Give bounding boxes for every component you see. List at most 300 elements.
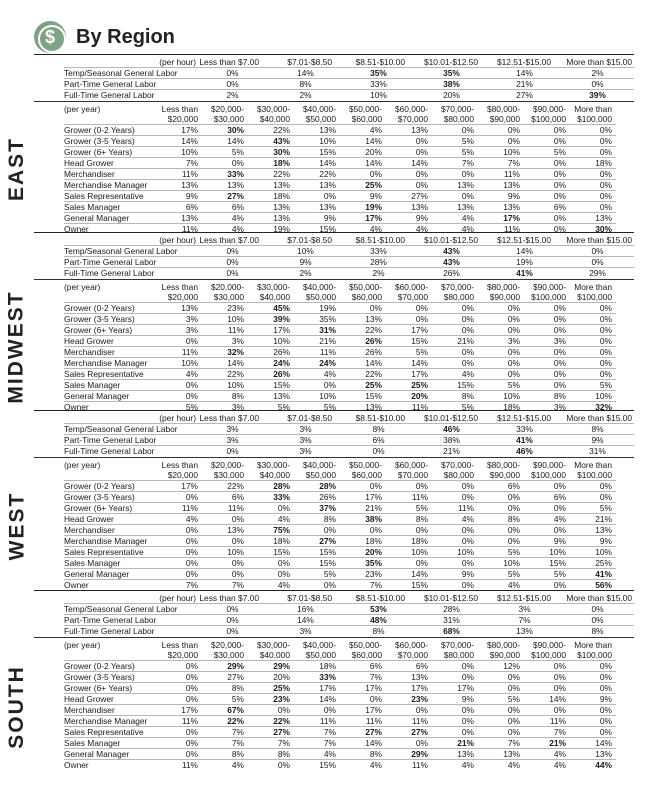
column-header: $7.01-$8.50 [287, 413, 332, 423]
value-cell: 15% [457, 380, 474, 390]
value-cell: 22% [227, 369, 244, 379]
value-cell: 3% [226, 424, 239, 434]
row-label: Head Grower [64, 514, 114, 524]
value-cell: 4% [461, 213, 474, 223]
column-header: More than $100,000 [574, 640, 612, 660]
value-cell: 5% [599, 380, 612, 390]
region-west [5, 410, 644, 590]
unit-label: (per hour) [159, 413, 196, 423]
value-cell: 11% [181, 760, 198, 770]
value-cell: 0% [461, 525, 474, 535]
table-row [64, 435, 634, 446]
table-row [64, 90, 634, 101]
value-cell: 4% [553, 514, 566, 524]
value-cell: 0% [599, 136, 612, 146]
value-cell: 0% [553, 481, 566, 491]
value-cell: 2% [299, 268, 312, 278]
value-cell: 0% [461, 536, 474, 546]
value-cell: 4% [369, 760, 382, 770]
value-cell: 0% [323, 380, 336, 390]
value-cell: 0% [599, 481, 612, 491]
value-cell: 23% [365, 569, 382, 579]
value-cell: 21% [516, 79, 533, 89]
value-cell: 2% [372, 268, 385, 278]
value-cell: 0% [185, 694, 198, 704]
value-cell: 9% [507, 191, 520, 201]
value-cell: 7% [507, 738, 520, 748]
value-cell: 4% [323, 749, 336, 759]
value-cell: 11% [181, 169, 198, 179]
column-header: $70,000- $80,000 [440, 104, 474, 124]
dollar-logo-icon: $ [34, 21, 66, 53]
value-cell: 21% [365, 503, 382, 513]
value-cell: 0% [553, 672, 566, 682]
value-cell: 20% [365, 547, 382, 557]
value-cell: 0% [415, 136, 428, 146]
value-cell: 13% [411, 202, 428, 212]
table-row [64, 536, 616, 547]
value-cell: 0% [507, 683, 520, 693]
value-cell: 0% [591, 615, 604, 625]
value-cell: 14% [365, 158, 382, 168]
value-cell: 4% [369, 224, 382, 234]
value-cell: 7% [323, 738, 336, 748]
table-row [64, 661, 616, 672]
table-row [64, 547, 616, 558]
row-label: Merchandise Manager [64, 716, 148, 726]
column-header: $90,000- $100,000 [531, 104, 566, 124]
value-cell: 14% [516, 246, 533, 256]
row-label: Temp/Seasonal General Labor [64, 604, 178, 614]
value-cell: 25% [365, 380, 382, 390]
value-cell: 4% [369, 125, 382, 135]
column-header: Less than $7.00 [199, 593, 259, 603]
value-cell: 6% [507, 481, 520, 491]
value-cell: 9% [415, 213, 428, 223]
unit-label: (per year) [64, 282, 101, 292]
value-cell: 4% [231, 224, 244, 234]
value-cell: 0% [599, 683, 612, 693]
value-cell: 41% [516, 435, 533, 445]
table-divider [34, 101, 634, 102]
value-cell: 0% [231, 536, 244, 546]
column-header: Less than $20,000 [161, 460, 198, 480]
value-cell: 4% [553, 749, 566, 759]
value-cell: 0% [185, 672, 198, 682]
yearly-header-row [64, 104, 616, 125]
row-label: Grower (0-2 Years) [64, 125, 135, 135]
value-cell: 4% [231, 213, 244, 223]
value-cell: 0% [599, 314, 612, 324]
value-cell: 0% [461, 125, 474, 135]
value-cell: 7% [185, 158, 198, 168]
region-label [0, 284, 34, 410]
region-name: WEST [5, 491, 29, 561]
value-cell: 0% [599, 125, 612, 135]
region-name: EAST [5, 136, 29, 202]
value-cell: 13% [319, 202, 336, 212]
value-cell: 27% [411, 191, 428, 201]
value-cell: 18% [365, 536, 382, 546]
value-cell: 0% [599, 336, 612, 346]
value-cell: 8% [231, 683, 244, 693]
row-label: Part-Time General Labor [64, 615, 157, 625]
value-cell: 0% [323, 525, 336, 535]
hourly-wage-table [64, 235, 634, 278]
value-cell: 0% [226, 79, 239, 89]
value-cell: 33% [370, 79, 387, 89]
value-cell: 0% [461, 347, 474, 357]
value-cell: 32% [595, 402, 612, 412]
value-cell: 17% [411, 325, 428, 335]
value-cell: 5% [507, 547, 520, 557]
value-cell: 11% [365, 716, 382, 726]
value-cell: 21% [457, 336, 474, 346]
column-header: $70,000- $80,000 [440, 282, 474, 302]
row-label: General Manager [64, 749, 130, 759]
value-cell: 2% [299, 90, 312, 100]
value-cell: 0% [323, 705, 336, 715]
region-name: MIDWEST [5, 290, 28, 404]
region-divider [34, 410, 634, 411]
column-header: Less than $20,000 [161, 640, 198, 660]
hourly-wage-table [64, 413, 634, 456]
value-cell: 3% [231, 336, 244, 346]
row-label: Sales Representative [64, 191, 144, 201]
value-cell: 0% [461, 705, 474, 715]
value-cell: 26% [443, 268, 460, 278]
value-cell: 46% [516, 446, 533, 456]
value-cell: 0% [461, 169, 474, 179]
value-cell: 0% [599, 492, 612, 502]
table-row [64, 314, 616, 325]
value-cell: 13% [273, 202, 290, 212]
column-header: Less than $7.00 [199, 235, 259, 245]
value-cell: 31% [443, 615, 460, 625]
table-row [64, 180, 616, 191]
value-cell: 27% [273, 727, 290, 737]
value-cell: 0% [226, 268, 239, 278]
row-label: Merchandiser [64, 347, 115, 357]
row-label: Sales Manager [64, 738, 121, 748]
column-header: $40,000- $50,000 [302, 640, 336, 660]
value-cell: 14% [411, 158, 428, 168]
value-cell: 56% [595, 580, 612, 590]
value-cell: 10% [227, 547, 244, 557]
value-cell: 5% [323, 569, 336, 579]
region-label [0, 462, 34, 590]
value-cell: 0% [226, 615, 239, 625]
value-cell: 31% [319, 325, 336, 335]
value-cell: 27% [319, 536, 336, 546]
value-cell: 4% [277, 580, 290, 590]
value-cell: 0% [231, 158, 244, 168]
value-cell: 0% [553, 580, 566, 590]
value-cell: 0% [226, 446, 239, 456]
table-row [64, 569, 616, 580]
value-cell: 29% [227, 661, 244, 671]
unit-label: (per year) [64, 104, 101, 114]
value-cell: 0% [591, 79, 604, 89]
value-cell: 0% [415, 314, 428, 324]
region-label [0, 642, 34, 772]
value-cell: 10% [503, 558, 520, 568]
value-cell: 0% [553, 683, 566, 693]
value-cell: 2% [591, 68, 604, 78]
value-cell: 22% [227, 481, 244, 491]
value-cell: 0% [185, 727, 198, 737]
column-header: $10.01-$12.50 [423, 413, 478, 423]
row-label: Merchandise Manager [64, 536, 148, 546]
hourly-header-row [64, 235, 634, 246]
value-cell: 10% [319, 136, 336, 146]
value-cell: 6% [231, 492, 244, 502]
value-cell: 39% [589, 90, 606, 100]
column-header: $12.51-$15.00 [496, 57, 551, 67]
value-cell: 0% [599, 147, 612, 157]
row-label: Grower (3-5 Years) [64, 672, 135, 682]
value-cell: 13% [181, 303, 198, 313]
row-label: Full-Time General Labor [64, 626, 155, 636]
value-cell: 13% [595, 749, 612, 759]
column-header: $70,000- $80,000 [440, 460, 474, 480]
table-row [64, 604, 634, 615]
page-title: By Region [76, 25, 175, 48]
value-cell: 5% [553, 569, 566, 579]
value-cell: 0% [553, 125, 566, 135]
value-cell: 0% [507, 716, 520, 726]
value-cell: 5% [277, 402, 290, 412]
value-cell: 13% [365, 314, 382, 324]
value-cell: 5% [599, 503, 612, 513]
value-cell: 0% [599, 672, 612, 682]
value-cell: 4% [185, 369, 198, 379]
table-row [64, 268, 634, 279]
row-label: Grower (6+ Years) [64, 325, 133, 335]
value-cell: 0% [599, 369, 612, 379]
value-cell: 0% [507, 492, 520, 502]
value-cell: 0% [461, 303, 474, 313]
column-header: $60,000- $70,000 [394, 282, 428, 302]
value-cell: 0% [185, 558, 198, 568]
value-cell: 14% [227, 358, 244, 368]
table-row [64, 738, 616, 749]
row-label: General Manager [64, 391, 130, 401]
value-cell: 17% [365, 705, 382, 715]
value-cell: 8% [507, 514, 520, 524]
value-cell: 67% [227, 705, 244, 715]
value-cell: 41% [516, 268, 533, 278]
value-cell: 16% [297, 604, 314, 614]
value-cell: 0% [185, 536, 198, 546]
value-cell: 13% [457, 202, 474, 212]
table-row [64, 257, 634, 268]
value-cell: 30% [227, 125, 244, 135]
value-cell: 0% [507, 705, 520, 715]
hourly-wage-table [64, 57, 634, 100]
value-cell: 17% [365, 492, 382, 502]
value-cell: 4% [507, 760, 520, 770]
column-header: $50,000- $60,000 [348, 104, 382, 124]
table-row [64, 615, 634, 626]
value-cell: 0% [185, 391, 198, 401]
value-cell: 33% [370, 246, 387, 256]
value-cell: 17% [365, 213, 382, 223]
value-cell: 0% [553, 169, 566, 179]
column-header: More than $15.00 [566, 57, 632, 67]
value-cell: 0% [226, 604, 239, 614]
value-cell: 11% [181, 716, 198, 726]
value-cell: 17% [411, 683, 428, 693]
value-cell: 0% [231, 569, 244, 579]
value-cell: 43% [443, 257, 460, 267]
value-cell: 5% [415, 503, 428, 513]
value-cell: 0% [553, 158, 566, 168]
value-cell: 22% [273, 716, 290, 726]
value-cell: 0% [372, 446, 385, 456]
table-divider [34, 457, 634, 458]
value-cell: 0% [553, 325, 566, 335]
hourly-header-row [64, 57, 634, 68]
value-cell: 4% [277, 514, 290, 524]
value-cell: 10% [503, 391, 520, 401]
value-cell: 33% [516, 424, 533, 434]
column-header: $50,000- $60,000 [348, 460, 382, 480]
value-cell: 0% [599, 727, 612, 737]
table-row [64, 558, 616, 569]
value-cell: 26% [319, 492, 336, 502]
value-cell: 0% [553, 358, 566, 368]
value-cell: 0% [591, 257, 604, 267]
value-cell: 25% [365, 180, 382, 190]
value-cell: 30% [595, 224, 612, 234]
value-cell: 0% [507, 314, 520, 324]
value-cell: 0% [461, 727, 474, 737]
row-label: Sales Representative [64, 369, 144, 379]
row-label: Sales Manager [64, 558, 121, 568]
value-cell: 3% [299, 424, 312, 434]
value-cell: 5% [507, 380, 520, 390]
value-cell: 11% [319, 347, 336, 357]
hourly-wage-table [64, 593, 634, 636]
value-cell: 15% [365, 391, 382, 401]
value-cell: 8% [277, 749, 290, 759]
value-cell: 17% [503, 213, 520, 223]
column-header: More than $15.00 [566, 235, 632, 245]
value-cell: 9% [599, 536, 612, 546]
column-header: $40,000- $50,000 [302, 104, 336, 124]
value-cell: 17% [181, 125, 198, 135]
value-cell: 7% [553, 727, 566, 737]
table-row [64, 202, 616, 213]
value-cell: 15% [549, 558, 566, 568]
value-cell: 0% [461, 716, 474, 726]
value-cell: 33% [227, 169, 244, 179]
row-label: Head Grower [64, 158, 114, 168]
value-cell: 21% [457, 738, 474, 748]
value-cell: 0% [461, 672, 474, 682]
value-cell: 13% [503, 180, 520, 190]
value-cell: 13% [319, 125, 336, 135]
value-cell: 15% [273, 547, 290, 557]
value-cell: 13% [227, 180, 244, 190]
value-cell: 0% [507, 125, 520, 135]
value-cell: 17% [181, 705, 198, 715]
column-header: $7.01-$8.50 [287, 593, 332, 603]
value-cell: 5% [415, 347, 428, 357]
value-cell: 28% [319, 481, 336, 491]
value-cell: 0% [461, 191, 474, 201]
column-header: $10.01-$12.50 [423, 593, 478, 603]
value-cell: 0% [185, 738, 198, 748]
value-cell: 13% [516, 626, 533, 636]
row-label: Temp/Seasonal General Labor [64, 68, 178, 78]
value-cell: 14% [595, 738, 612, 748]
value-cell: 3% [553, 336, 566, 346]
value-cell: 3% [226, 435, 239, 445]
value-cell: 0% [415, 558, 428, 568]
value-cell: 26% [365, 336, 382, 346]
value-cell: 4% [461, 369, 474, 379]
value-cell: 3% [299, 626, 312, 636]
value-cell: 27% [227, 191, 244, 201]
value-cell: 13% [457, 180, 474, 190]
value-cell: 15% [319, 224, 336, 234]
value-cell: 25% [273, 683, 290, 693]
value-cell: 14% [227, 136, 244, 146]
value-cell: 10% [457, 547, 474, 557]
value-cell: 0% [415, 525, 428, 535]
row-label: Temp/Seasonal General Labor [64, 246, 178, 256]
row-label: Part-Time General Labor [64, 257, 157, 267]
column-header: $20,000- $30,000 [210, 640, 244, 660]
yearly-salary-table [64, 460, 616, 590]
value-cell: 0% [507, 672, 520, 682]
value-cell: 26% [365, 347, 382, 357]
value-cell: 3% [185, 325, 198, 335]
value-cell: 8% [372, 424, 385, 434]
table-row [64, 424, 634, 435]
region-label [0, 106, 34, 232]
value-cell: 13% [411, 672, 428, 682]
value-cell: 7% [518, 615, 531, 625]
value-cell: 0% [553, 705, 566, 715]
value-cell: 27% [411, 727, 428, 737]
column-header: $50,000- $60,000 [348, 640, 382, 660]
value-cell: 10% [595, 391, 612, 401]
value-cell: 17% [319, 683, 336, 693]
value-cell: 4% [185, 514, 198, 524]
value-cell: 0% [461, 492, 474, 502]
row-label: Head Grower [64, 694, 114, 704]
value-cell: 28% [370, 257, 387, 267]
region-midwest [5, 232, 644, 412]
value-cell: 0% [461, 580, 474, 590]
value-cell: 38% [443, 435, 460, 445]
value-cell: 11% [411, 760, 428, 770]
value-cell: 0% [553, 136, 566, 146]
column-header: $80,000- $90,000 [486, 640, 520, 660]
value-cell: 3% [518, 604, 531, 614]
value-cell: 6% [185, 202, 198, 212]
value-cell: 14% [411, 358, 428, 368]
value-cell: 0% [226, 257, 239, 267]
unit-label: (per hour) [159, 593, 196, 603]
value-cell: 7% [369, 580, 382, 590]
column-header: $8.51-$10.00 [355, 413, 405, 423]
value-cell: 13% [319, 180, 336, 190]
value-cell: 17% [411, 369, 428, 379]
